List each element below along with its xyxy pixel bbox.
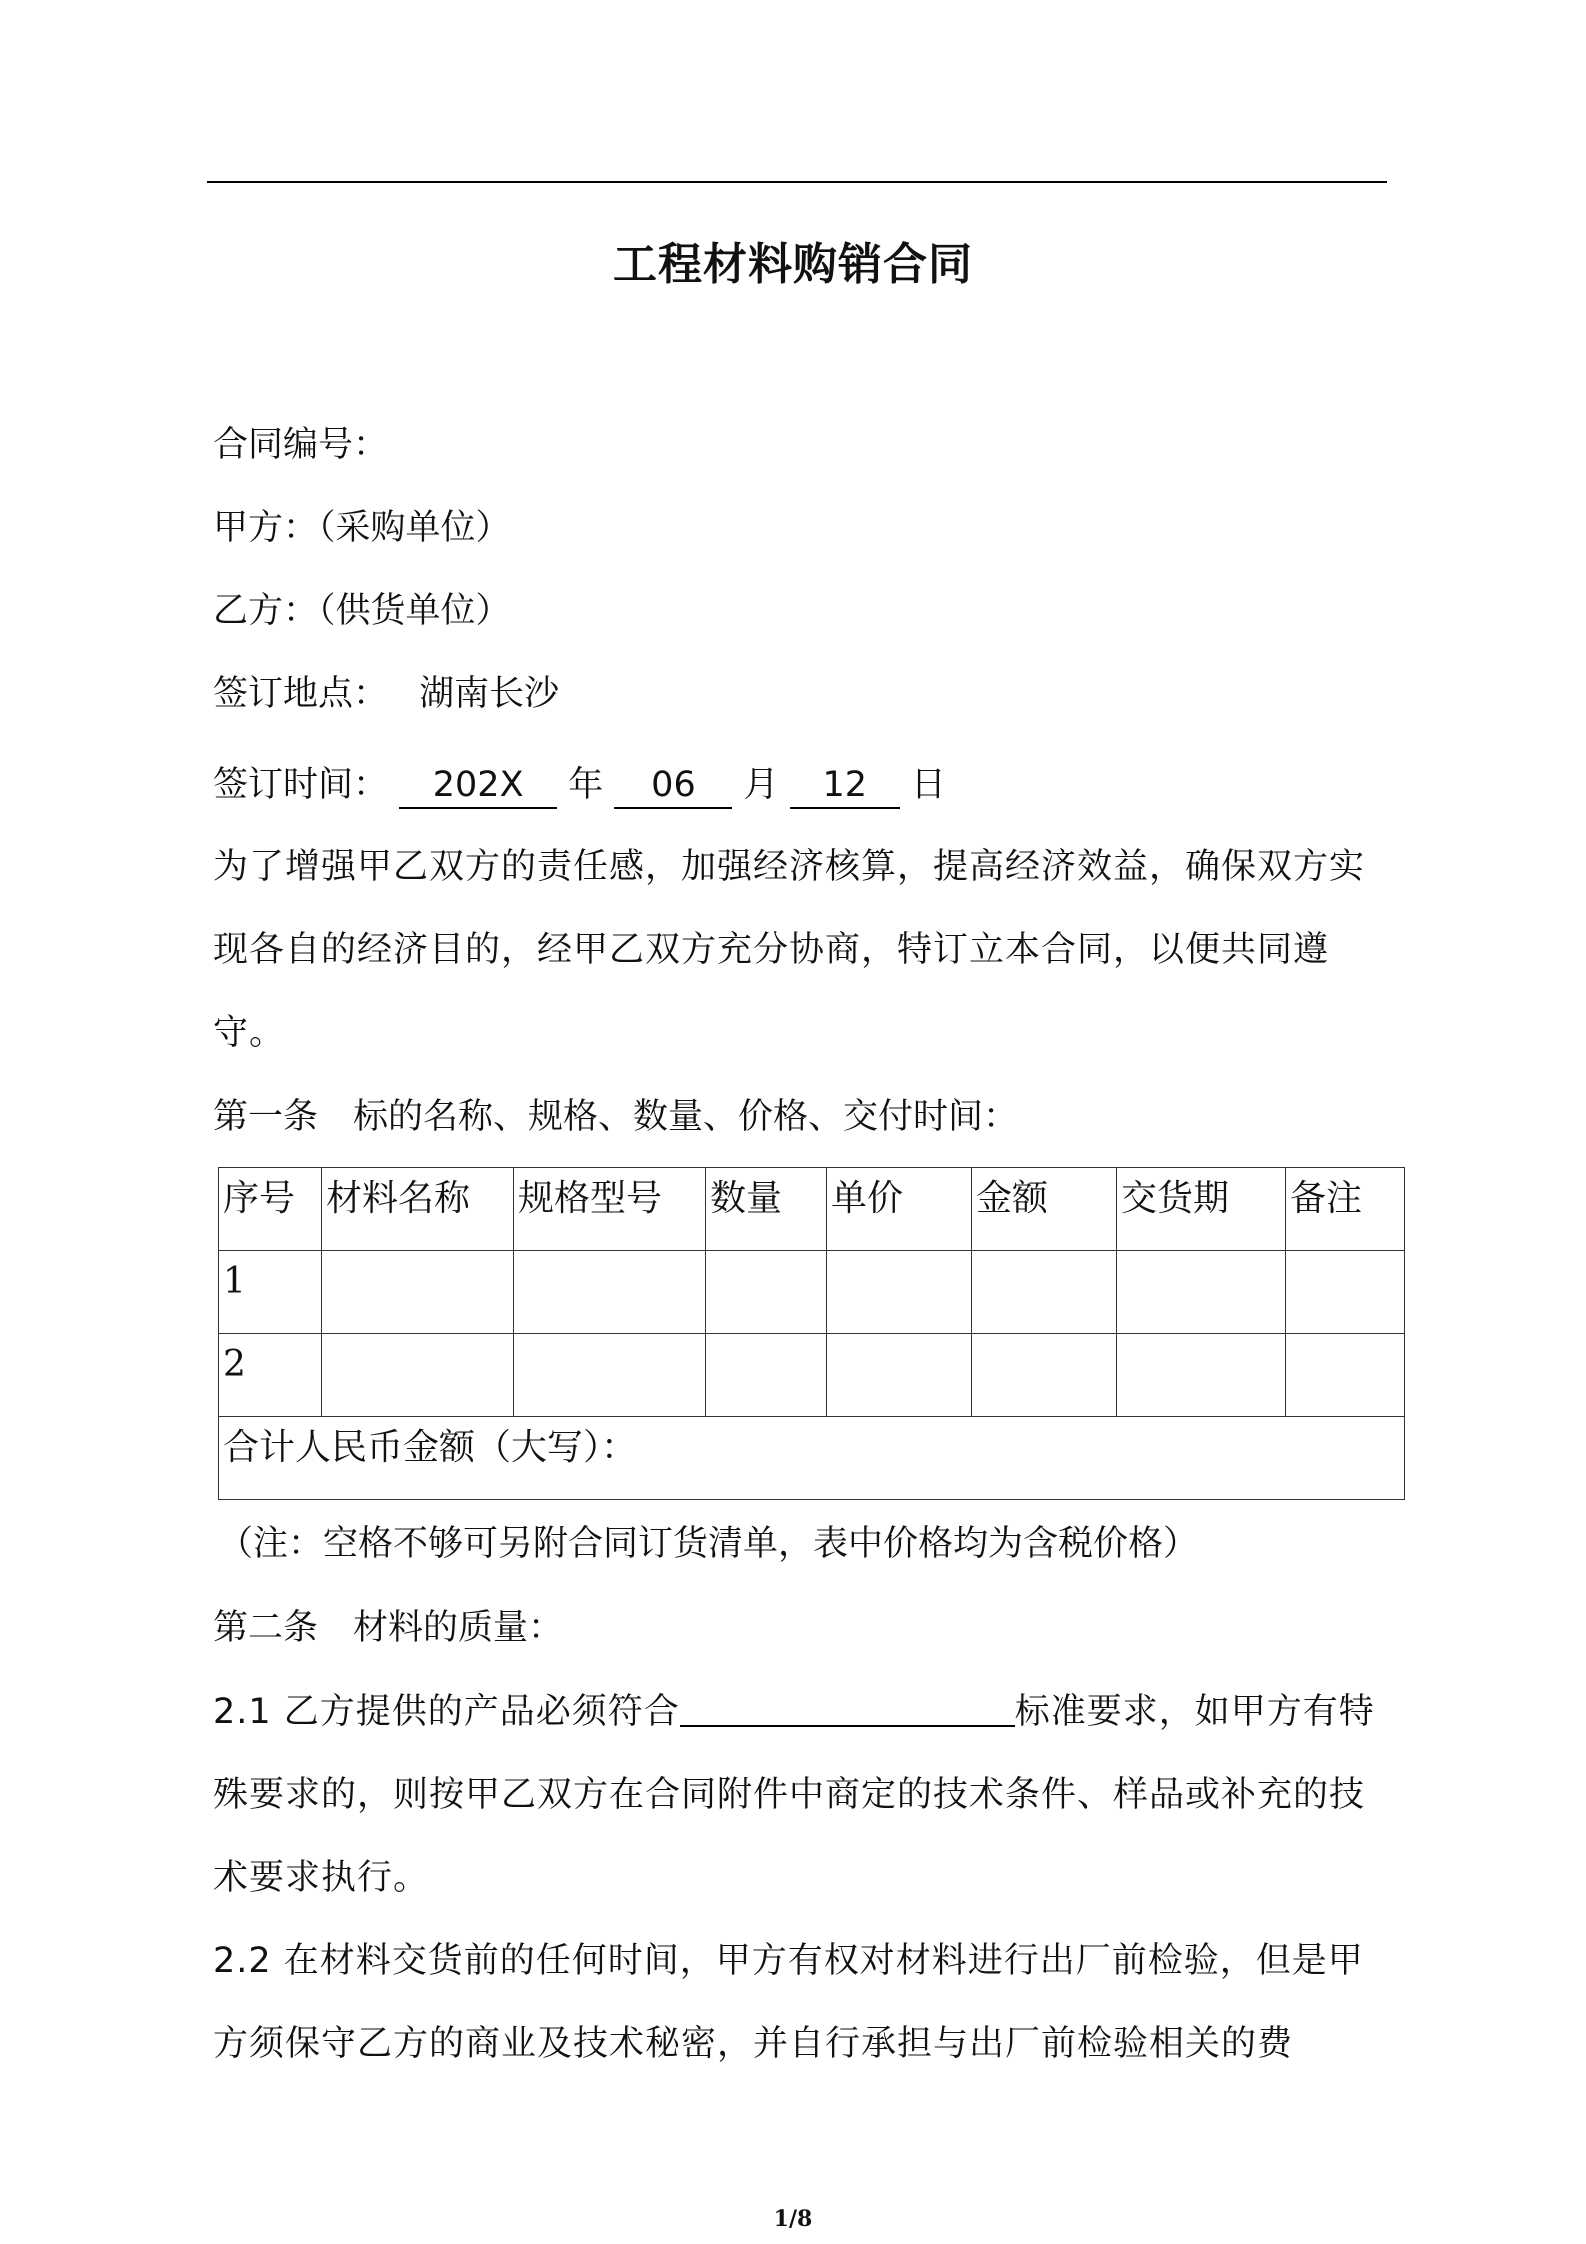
clause-2-2: 2.2 在材料交货前的任何时间，甲方有权对材料进行出厂前检验，但是甲方须保守乙方的商业及技术秘密，并自行承担与出厂前检验相关的费 [213, 1941, 1364, 2064]
table-cell [706, 1251, 827, 1334]
table-row [219, 1251, 1405, 1334]
article-1-heading: 第一条 标的名称、规格、数量、价格、交付时间： [213, 1097, 1019, 1137]
table-cell [514, 1334, 706, 1417]
signing-place-label: 签订地点： [213, 674, 389, 714]
table-header-cell: 规格型号 [514, 1168, 706, 1251]
clause-2-1-start: 2.1 乙方提供的产品必须符合 [213, 1692, 680, 1732]
table-cell [1286, 1334, 1405, 1417]
signing-day-field: 12 [790, 763, 900, 809]
page-number: 1/8 [773, 2206, 813, 2232]
table-cell [322, 1334, 514, 1417]
table-cell [706, 1334, 827, 1417]
table-total-row [219, 1417, 1405, 1500]
materials-table [218, 1167, 1405, 1500]
table-cell: 1 [219, 1251, 322, 1334]
table-cell [514, 1251, 706, 1334]
clause-2-1-rest: 标准要求，如甲方有特殊要求的，则按甲乙双方在合同附件中商定的技术条件、样品或补充的技术要求执行。 [213, 1692, 1375, 1898]
table-header-row [219, 1168, 1405, 1251]
party-b-line: 乙方：（供货单位） [213, 591, 511, 631]
party-a-line: 甲方：（采购单位） [213, 508, 511, 548]
header-rule [207, 181, 1387, 183]
table-header-cell: 单价 [827, 1168, 972, 1251]
table-cell [827, 1334, 972, 1417]
table-header-cell: 交货期 [1117, 1168, 1286, 1251]
table-header-cell: 数量 [706, 1168, 827, 1251]
signing-place-line [213, 669, 559, 719]
table-note: （注：空格不够可另附合同订货清单，表中价格均为含税价格） [218, 1524, 1199, 1564]
table-cell [1117, 1251, 1286, 1334]
contract-number-label: 合同编号： [213, 425, 389, 465]
table-cell [322, 1251, 514, 1334]
signing-place-value: 湖南长沙 [419, 674, 560, 714]
month-unit: 月 [743, 765, 779, 805]
table-cell [972, 1251, 1117, 1334]
table-cell [1117, 1334, 1286, 1417]
intro-paragraph: 为了增强甲乙双方的责任感，加强经济核算，提高经济效益，确保双方实现各自的经济目的，经甲乙双方充分协商，特订立本合同，以便共同遵守。 [213, 847, 1366, 1053]
table-cell [972, 1334, 1117, 1417]
signing-month-field: 06 [614, 763, 732, 809]
table-row [219, 1334, 1405, 1417]
table-cell: 2 [219, 1334, 322, 1417]
table-cell [1286, 1251, 1405, 1334]
signing-year-field: 202X [399, 763, 557, 809]
standard-blank-field [680, 1685, 1015, 1727]
total-amount-cell: 合计人民币金额（大写）： [219, 1417, 1405, 1500]
table-header-cell: 备注 [1286, 1168, 1405, 1251]
table-header-cell: 序号 [219, 1168, 322, 1251]
day-unit: 日 [910, 765, 946, 805]
signing-date-line [213, 760, 946, 810]
year-unit: 年 [568, 765, 604, 805]
signing-date-label: 签订时间： [213, 765, 389, 805]
table-header-cell: 材料名称 [322, 1168, 514, 1251]
table-header-cell: 金额 [972, 1168, 1117, 1251]
article-2-heading: 第二条 材料的质量： [213, 1608, 564, 1648]
table-cell [827, 1251, 972, 1334]
document-title: 工程材料购销合同 [613, 239, 973, 290]
clause-2-1 [213, 1671, 1388, 1920]
